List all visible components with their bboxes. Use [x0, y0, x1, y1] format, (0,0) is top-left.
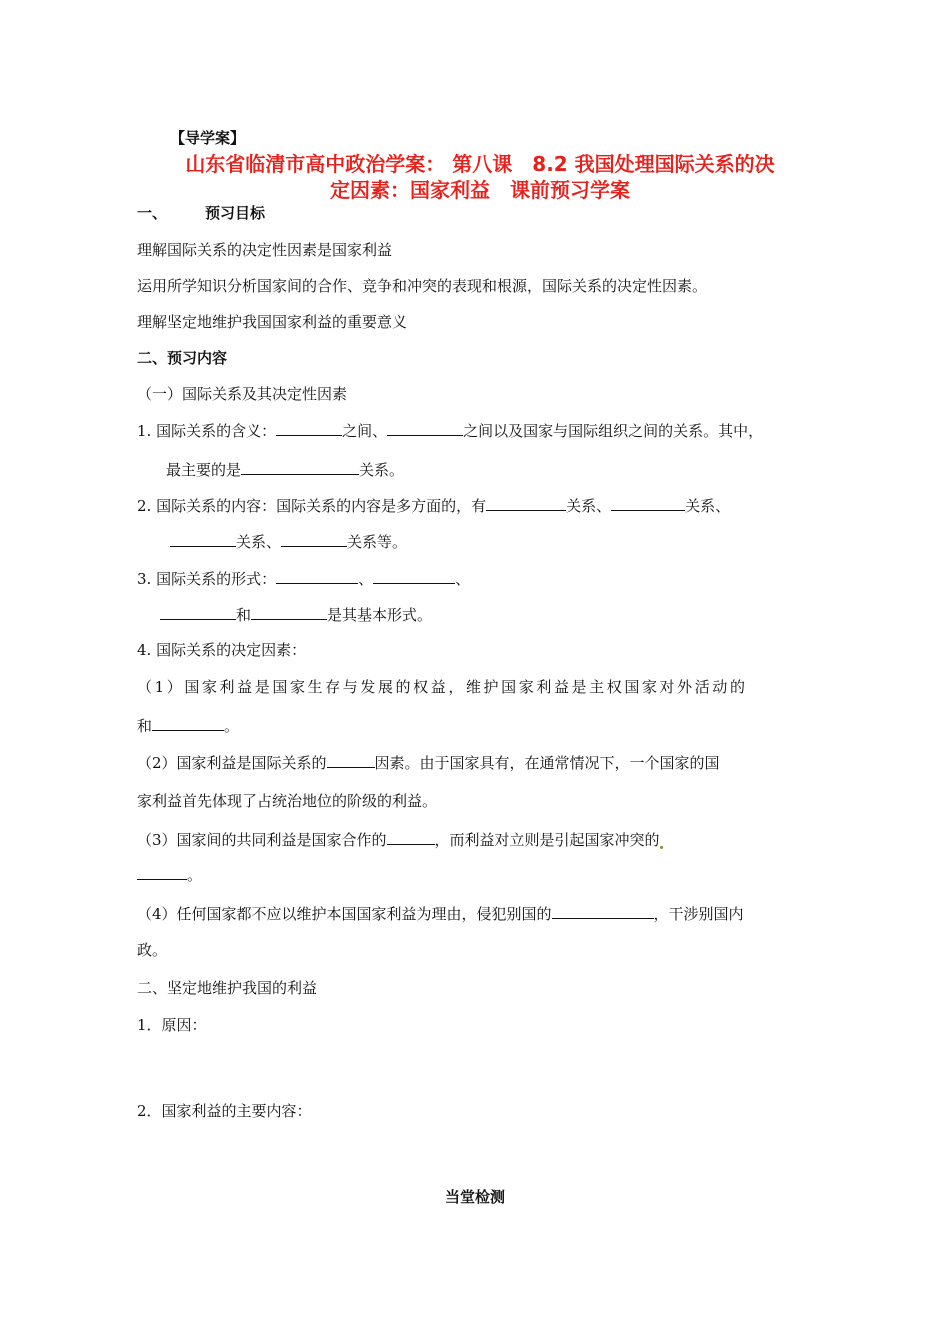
blank-input[interactable]	[276, 420, 342, 436]
question-3-line-2	[160, 604, 432, 625]
q1-text-e: 关系。	[359, 461, 405, 479]
section-1-heading	[137, 203, 265, 223]
q1-text-d: 最主要的是	[166, 461, 242, 479]
point-1-line-2	[137, 715, 239, 736]
title-line-2: 定因素：国家利益 课前预习学案	[330, 178, 630, 202]
q2-text-e: 关系等。	[347, 533, 408, 551]
p4-text-b: ，干涉别国内	[653, 905, 744, 923]
p3-text-b: ，而利益对立则是引起国家冲突的	[434, 831, 660, 849]
blank-input[interactable]	[152, 715, 224, 731]
question-2-line-2	[170, 531, 407, 552]
reason-label: 1．原因：	[137, 1016, 207, 1034]
blank-input[interactable]	[276, 568, 358, 584]
p1-text-b: 和	[137, 717, 153, 735]
question-2-line-1	[137, 495, 730, 516]
goal-2: 运用所学知识分析国家间的合作、竞争和冲突的表现和根源，国际关系的决定性因素。	[137, 277, 708, 295]
q1-text-c: 之间以及国家与国际组织之间的关系。其中，	[463, 422, 764, 440]
blank-input[interactable]	[327, 752, 375, 768]
p3-text-c: 。	[187, 866, 203, 884]
blank-input[interactable]	[137, 864, 187, 880]
point-2-line-2: 家利益首先体现了占统治地位的阶级的利益。	[137, 792, 438, 810]
p2-text-a: （2）国家利益是国际关系的	[137, 754, 327, 772]
section-2-heading: 二、预习内容	[137, 349, 228, 367]
blank-input[interactable]	[611, 495, 685, 511]
blank-input[interactable]	[486, 495, 566, 511]
ink-dot	[660, 846, 663, 849]
q3-text-a: 3. 国际关系的形式：	[137, 570, 277, 588]
q1-text-b: 之间、	[342, 422, 388, 440]
q2-text-d: 关系、	[236, 533, 282, 551]
title-line-1: 山东省临清市高中政治学案： 第八课 8.2 我国处理国际关系的决	[185, 152, 775, 176]
q1-text-a: 1. 国际关系的含义：	[137, 422, 277, 440]
point-2-line-1	[137, 752, 720, 773]
section-1-number: 一、	[137, 204, 168, 222]
question-3-line-1	[137, 568, 470, 589]
question-1-line-2	[166, 459, 404, 480]
q2-text-b: 关系、	[566, 497, 612, 515]
point-4-line-1	[137, 903, 744, 924]
in-class-test-heading: 当堂检测	[444, 1188, 505, 1206]
q3-text-b: 、	[358, 570, 374, 588]
header-tag: 【导学案】	[170, 129, 246, 147]
content-label: 2．国家利益的主要内容：	[137, 1102, 312, 1120]
point-3-line-1	[137, 829, 663, 850]
p4-text-a: （4）任何国家都不应以维护本国国家利益为理由，侵犯别国的	[137, 905, 552, 923]
goal-1: 理解国际关系的决定性因素是国家利益	[137, 241, 393, 259]
section-3-heading: 二、坚定地维护我国的利益	[137, 979, 318, 997]
point-1-line-1: （1）国家利益是国家生存与发展的权益，维护国家利益是主权国家对外活动的	[137, 678, 748, 696]
question-1-line-1	[137, 420, 763, 441]
point-4-line-2: 政。	[137, 941, 168, 959]
p3-text-a: （3）国家间的共同利益是国家合作的	[137, 831, 387, 849]
p2-text-b: 因素。由于国家具有，在通常情况下，一个国家的国	[374, 754, 720, 772]
blank-input[interactable]	[387, 420, 463, 436]
point-3-line-2	[137, 864, 202, 885]
blank-input[interactable]	[170, 531, 236, 547]
q3-text-c: 、	[455, 570, 471, 588]
blank-input[interactable]	[251, 604, 327, 620]
p1-text-c: 。	[224, 717, 240, 735]
q3-text-d: 和	[236, 606, 252, 624]
question-4: 4. 国际关系的决定因素：	[137, 641, 307, 659]
q2-text-c: 关系、	[685, 497, 731, 515]
q3-text-e: 是其基本形式。	[327, 606, 433, 624]
subsection-1-heading: （一）国际关系及其决定性因素	[137, 385, 348, 403]
blank-input[interactable]	[160, 604, 236, 620]
goal-3: 理解坚定地维护我国国家利益的重要意义	[137, 313, 408, 331]
blank-input[interactable]	[387, 829, 435, 845]
blank-input[interactable]	[552, 903, 654, 919]
section-1-title: 预习目标	[205, 204, 266, 222]
q2-text-a: 2. 国际关系的内容：国际关系的内容是多方面的，有	[137, 497, 487, 515]
blank-input[interactable]	[241, 459, 359, 475]
blank-input[interactable]	[373, 568, 455, 584]
blank-input[interactable]	[281, 531, 347, 547]
